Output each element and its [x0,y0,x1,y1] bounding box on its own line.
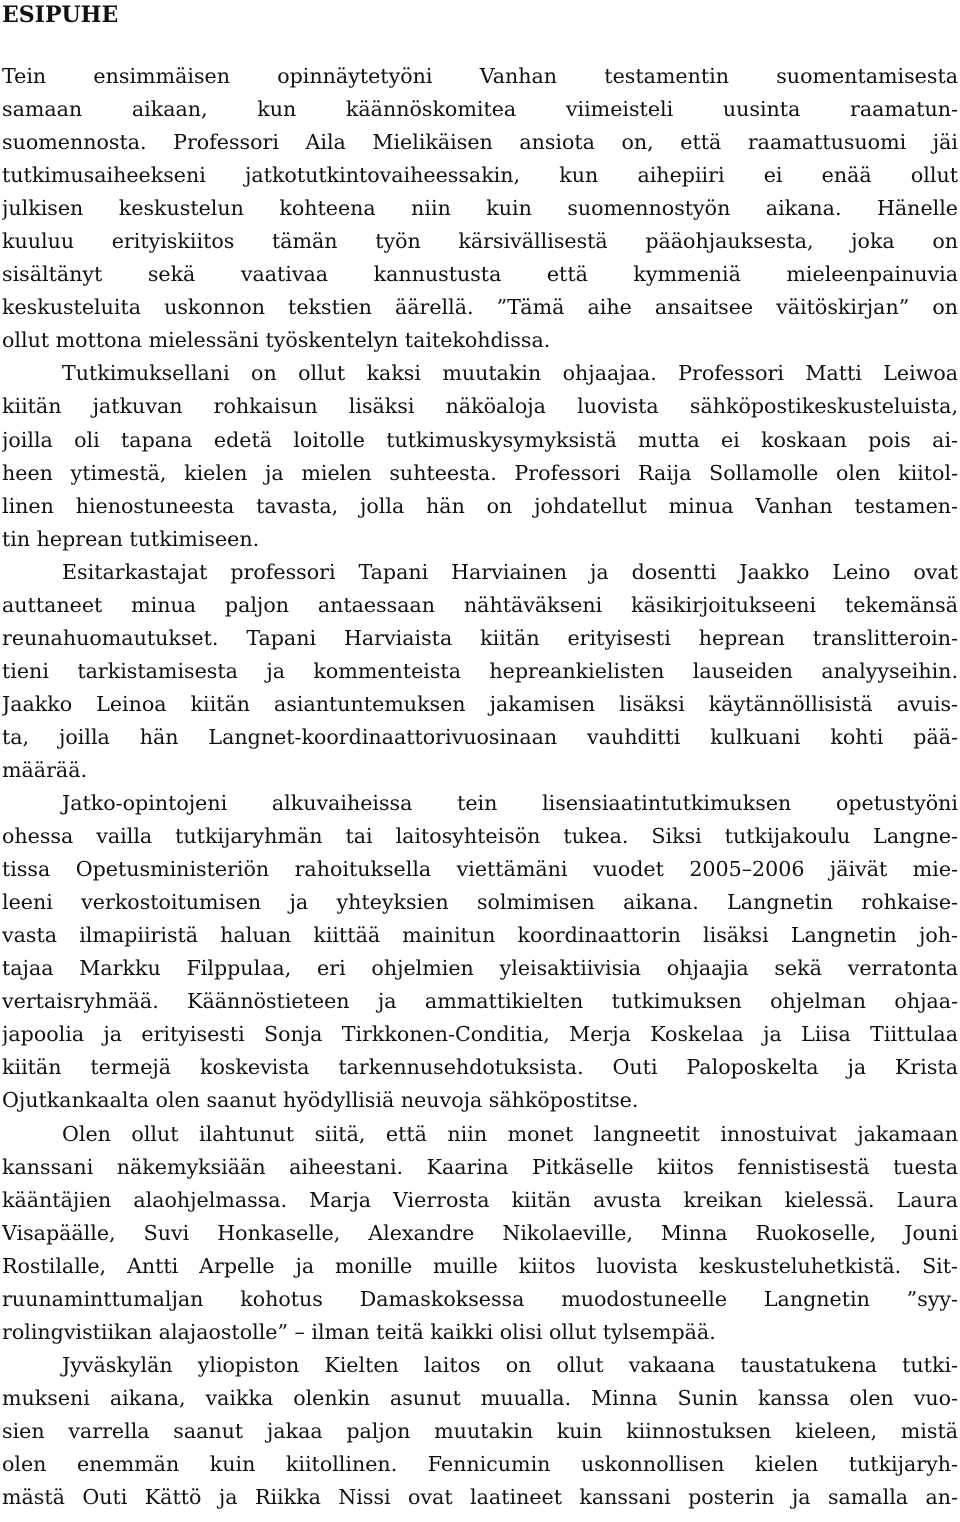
text-line: vertaisryhmää. Käännöstieteen ja ammattikielten tutkimuksen ohjelman ohjaa- [2,989,958,1014]
text-line: ta, joilla hän Langnet-koordinaattorivuosinaan vauhditti kulkuani kohti pää- [2,724,958,749]
text-line: Ojutkankaalta olen saanut hyödyllisiä neuvoja sähköpostitse. [2,1088,639,1113]
preface-body [2,60,958,1514]
text-line: Jaakko Leinoa kiitän asiantuntemuksen jakamisen lisäksi käytännöllisistä avuis- [2,691,958,716]
text-line: kanssani näkemyksiään aiheestani. Kaarina Pitkäselle kiitos fennistisestä tuesta [2,1154,958,1179]
text-line: heen ytimestä, kielen ja mielen suhteesta. Professori Raija Sollamolle olen kiitol- [2,460,958,485]
text-line: mukseni aikana, vaikka olenkin asunut muualla. Minna Sunin kanssa olen vuo- [2,1385,958,1410]
text-line: linen hienostuneesta tavasta, jolla hän on johdatellut minua Vanhan testamen- [2,493,958,518]
text-line: auttaneet minua paljon antaessaan nähtäväkseni käsikirjoitukseeni tekemänsä [2,592,958,617]
text-line: kääntäjien alaohjelmassa. Marja Vierrosta kiitän avusta kreikan kielessä. Laura [2,1187,958,1212]
text-line: rolingvistiikan alajaostolle” – ilman teitä kaikki olisi ollut tylsempää. [2,1319,716,1344]
text-line: kuuluu erityiskiitos tämän työn kärsivällisestä pääohjauksesta, joka on [2,229,958,254]
text-line: sien varrella saanut jakaa paljon muutakin kuin kiinnostuksen kieleen, mistä [2,1418,958,1443]
text-line: tin heprean tutkimiseen. [2,526,260,551]
text-line: vasta ilmapiiristä haluan kiittää mainitun koordinaattorin lisäksi Langnetin joh- [2,923,958,948]
text-line: leeni verkostoitumisen ja yhteyksien solmimisen aikana. Langnetin rohkaise- [2,890,958,915]
text-line: tieni tarkistamisesta ja kommenteista hepreankielisten lauseiden analyyseihin. [2,658,958,683]
text-line: Tutkimuksellani on ollut kaksi muutakin ohjaajaa. Professori Matti Leiwoa [62,361,958,386]
page-title: ESIPUHE [2,2,119,28]
text-line: Visapäälle, Suvi Honkaselle, Alexandre Nikolaeville, Minna Ruokoselle, Jouni [2,1220,958,1245]
text-line: ollut mottona mielessäni työskentelyn taitekohdissa. [2,328,551,353]
text-line: Jyväskylän yliopiston Kielten laitos on ollut vakaana taustatukena tutki- [62,1352,958,1377]
text-line: Tein ensimmäisen opinnäytetyöni Vanhan testamentin suomentamisesta [2,64,958,88]
text-line: reunahuomautukset. Tapani Harviaista kiitän erityisesti heprean translitteroin- [2,625,958,650]
text-line: samaan aikaan, kun käännöskomitea viimeisteli uusinta raamatun- [2,97,958,122]
text-line: ohessa vailla tutkijaryhmän tai laitosyhteisön tukea. Siksi tutkijakoulu Langne- [2,824,958,849]
text-line: kiitän jatkuvan rohkaisun lisäksi näköaloja luovista sähköpostikeskusteluista, [2,394,958,419]
text-line: tissa Opetusministeriön rahoituksella viettämäni vuodet 2005–2006 jäivät mie- [2,857,958,882]
text-line: julkisen keskustelun kohteena niin kuin suomennostyön aikana. Hänelle [2,196,958,221]
text-line: Olen ollut ilahtunut siitä, että niin monet langneetit innostuivat jakamaan [62,1121,958,1146]
text-line: ruunaminttumaljan kohotus Damaskoksessa muodostuneelle Langnetin ”syy- [2,1286,958,1311]
text-line: Jatko-opintojeni alkuvaiheissa tein lisensiaatintutkimuksen opetustyöni [62,791,958,816]
text-line: Esitarkastajat professori Tapani Harviainen ja dosentti Jaakko Leino ovat [62,559,958,584]
text-line: tutkimusaiheekseni jatkotutkintovaiheessakin, kun aihepiiri ei enää ollut [2,163,958,188]
text-line: suomennosta. Professori Aila Mielikäisen ansiota on, että raamattusuomi jäi [2,130,958,155]
text-line: määrää. [2,757,88,782]
text-line: japoolia ja erityisesti Sonja Tirkkonen-Conditia, Merja Koskelaa ja Liisa Tiittulaa [2,1022,958,1047]
text-line: tajaa Markku Filppulaa, eri ohjelmien yleisaktiivisia ohjaajia sekä verratonta [2,956,958,981]
text-line: Rostilalle, Antti Arpelle ja monille muille kiitos luovista keskusteluhetkistä. Sit- [2,1253,958,1278]
text-line: sisältänyt sekä vaativaa kannustusta että kymmeniä mieleenpainuvia [2,262,958,287]
text-line: joilla oli tapana edetä loitolle tutkimuskysymyksistä mutta ei koskaan pois ai- [2,427,958,452]
text-line: keskusteluita uskonnon tekstien äärellä. ”Tämä aihe ansaitsee väitöskirjan” on [2,295,958,320]
text-line: kiitän termejä koskevista tarkennusehdotuksista. Outi Paloposkelta ja Krista [2,1055,958,1080]
text-line: mästä Outi Kättö ja Riikka Nissi ovat laatineet kanssani posterin ja samalla an- [2,1485,958,1510]
text-line: olen enemmän kuin kiitollinen. Fennicumin uskonnollisen kielen tutkijaryh- [2,1451,958,1476]
